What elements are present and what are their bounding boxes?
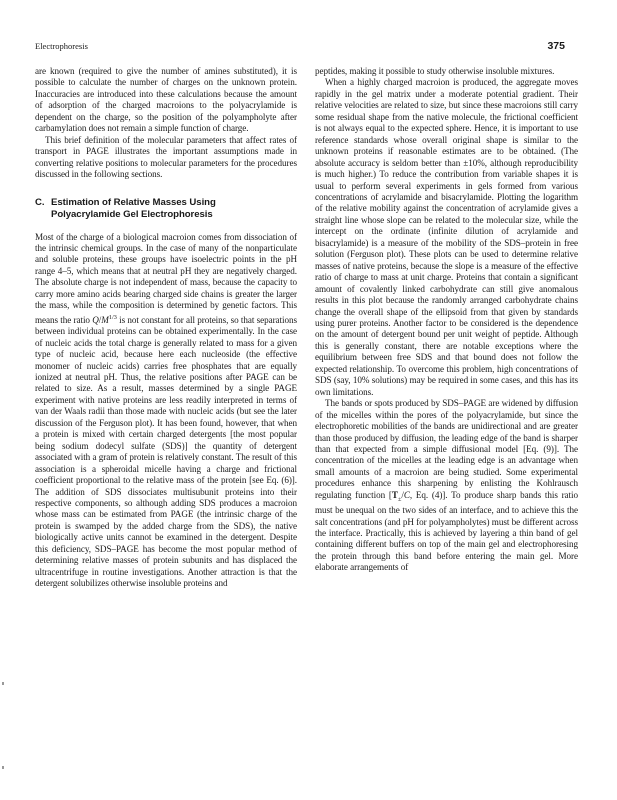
math-symbol: ± bbox=[397, 495, 402, 503]
math-symbol: C bbox=[403, 489, 410, 500]
section-title-line2: Polyacrylamide Gel Electrophoresis bbox=[51, 208, 213, 220]
math-symbol: Q bbox=[92, 314, 99, 325]
paragraph: peptides, making it possible to study otherwise insoluble mixtures. bbox=[315, 66, 555, 76]
paragraph-text: Most of the charge of a biological macroion comes from dissociation of the intrinsic chemical groups. In the case of many of the nonparticulate and soluble proteins, these groups have isoelectric points in the pH range 4–5, which means that at neutral pH they are negatively charged. The absolute charge is not independent of mass, because the capacity to carry more amino acids bearing charged side chains is greater the larger the mass, while the composition is determined by genetic factors. This means the ratio bbox=[35, 231, 297, 325]
running-head: Electrophoresis bbox=[35, 41, 88, 51]
left-column bbox=[35, 66, 297, 590]
math-symbol: / bbox=[401, 489, 404, 500]
paragraph bbox=[315, 398, 578, 574]
section-title-line1: Estimation of Relative Masses Using bbox=[51, 196, 216, 208]
scan-margin-mark bbox=[2, 682, 4, 685]
paragraph-text: is not constant for all proteins, so that separations between individual proteins can be obtained experimentally. In the case of nucleic acids the total charge is generally related to mass for a given type of nucleic acid, because here each nucleoside (the effective monomer of nucleic acids) carries free phosphates that are equally ionized at neutral pH. Thus, the relative positions after PAGE can be related to size. As a result, masses determined by a single PAGE experiment with native proteins are less readily interpreted in terms of van der Waals radii than those made with nucleic acids (but see the later discussion of the Ferguson plot). It has been found, however, that when a protein is mixed with certain charged detergents [the most popular being sodium dodecyl sulfate (SDS)] the quantity of detergent associated with a gram of protein is relatively constant. The result of this association is a spheroidal micelle having a charge and frictional coefficient proportional to the relative mass of the protein [see Eq. (6)]. The addition of SDS dissociates multisubunit proteins into their respective components, so although adding SDS produces a macroion whose mass can be estimated from PAGE (the intrinsic charge of the protein is swamped by the added charge from the SDS), the native biologically active units cannot be examined in the detergent. Despite this deficiency, SDS–PAGE has become the most popular method of determining relative masses of protein subunits and has displaced the ultracentrifuge in routine investigations. Another attraction is that the detergent solubilizes otherwise insoluble proteins and bbox=[35, 314, 297, 589]
paragraph bbox=[35, 232, 297, 590]
math-ratio bbox=[92, 315, 117, 325]
math-symbol: T bbox=[391, 489, 398, 500]
math-exponent: 1/3 bbox=[108, 313, 117, 321]
paragraph-text: The bands or spots produced by SDS–PAGE are widened by diffusion of the micelles within the pores of the polyacrylamide, but since the electrophoretic mobilities of the bands are unidirectional and are greater than those produced by diffusion, the leading edge of the band is sharper than that expected from a simple diffusional model [Eq. (9)]. The concentration of the micelles at the leading edge is an advantage when small amounts of a macroion are being studied. Some experimental procedures enhance this sharpening by enlisting the Kohlrausch regulating function [ bbox=[315, 398, 578, 500]
section-label: C. bbox=[35, 196, 45, 208]
math-kohlrausch bbox=[391, 489, 410, 503]
math-symbol: M bbox=[101, 314, 109, 325]
scan-margin-mark bbox=[2, 766, 4, 769]
paragraph: This brief definition of the molecular parameters that affect rates of transport in PAGE illustrates the important assumptions made in converting relative positions to molecular parameters for the procedures discussed in the following sections. bbox=[35, 134, 297, 180]
math-symbol: / bbox=[98, 314, 102, 325]
paragraph: are known (required to give the number of amines substituted), it is possible to calculate the number of charges on the unknown protein. Inaccuracies are introduced into these calculations because the amount of adsorption of the charged macroions to the polyacrylamide is dependent on the charge, so the position of the polyampholyte after carbamylation does not remain a simple function of charge. bbox=[35, 66, 297, 134]
section-heading bbox=[35, 197, 297, 221]
paragraph: When a highly charged macroion is produced, the aggregate moves rapidly in the gel matrix under a moderate potential gradient. Their relative velocities are related to size, but since these macroions still carry some residual shape from the native molecule, the frictional coefficient is not always equal to the expected sphere. Hence, it is important to use reference standards whose overall original shape is similar to the unknown proteins if reasonable estimates are to be obtained. (The absolute accuracy is seldom better than ±10%, although reproducibility is much higher.) To reduce the contribution from variable shapes it is usual to perform several experiments in gels formed from various concentrations of acrylamide and bisacrylamide. Plotting the logarithm of the relative mobility against the concentration of acrylamide gives a straight line whose slope can be related to the molecular size, while the intercept on the ordinate (infinite dilution of acrylamide and bisacrylamide) is a measure of the mobility of the SDS–protein in free solution (Ferguson plot). These plots can be used to determine relative masses of native proteins, because the slope is a measure of the effective ratio of charge to mass at unit charge. Proteins that contain a significant amount of covalently linked carbohydrate can still give anomalous results in this plot because the randomly arranged carbohydrate chains change the overall shape of the ellipsoid from that given by standards using purer proteins. Another factor to be considered is the dependence on the amount of detergent bound per unit weight of peptide. Although this is generally constant, there are notable exceptions where the equilibrium between free SDS and that bound does not follow the expected relationship. To overcome this problem, high concentrations of SDS (say, 10% solutions) may be required in some cases, and this has its own limitations. bbox=[315, 77, 578, 397]
right-column bbox=[315, 66, 578, 574]
page-number: 375 bbox=[547, 40, 565, 52]
paragraph-text: , Eq. (4)]. To produce sharp bands this ratio must be unequal on the two sides of an interface, and to achieve this the salt concentrations (and pH for polyampholytes) must be different across the interface. Practically, this is achieved by layering a thin band of gel containing different buffers on top of the main gel and electrophoresing the protein through this band before entering the main gel. More elaborate arrangements of bbox=[315, 489, 579, 573]
